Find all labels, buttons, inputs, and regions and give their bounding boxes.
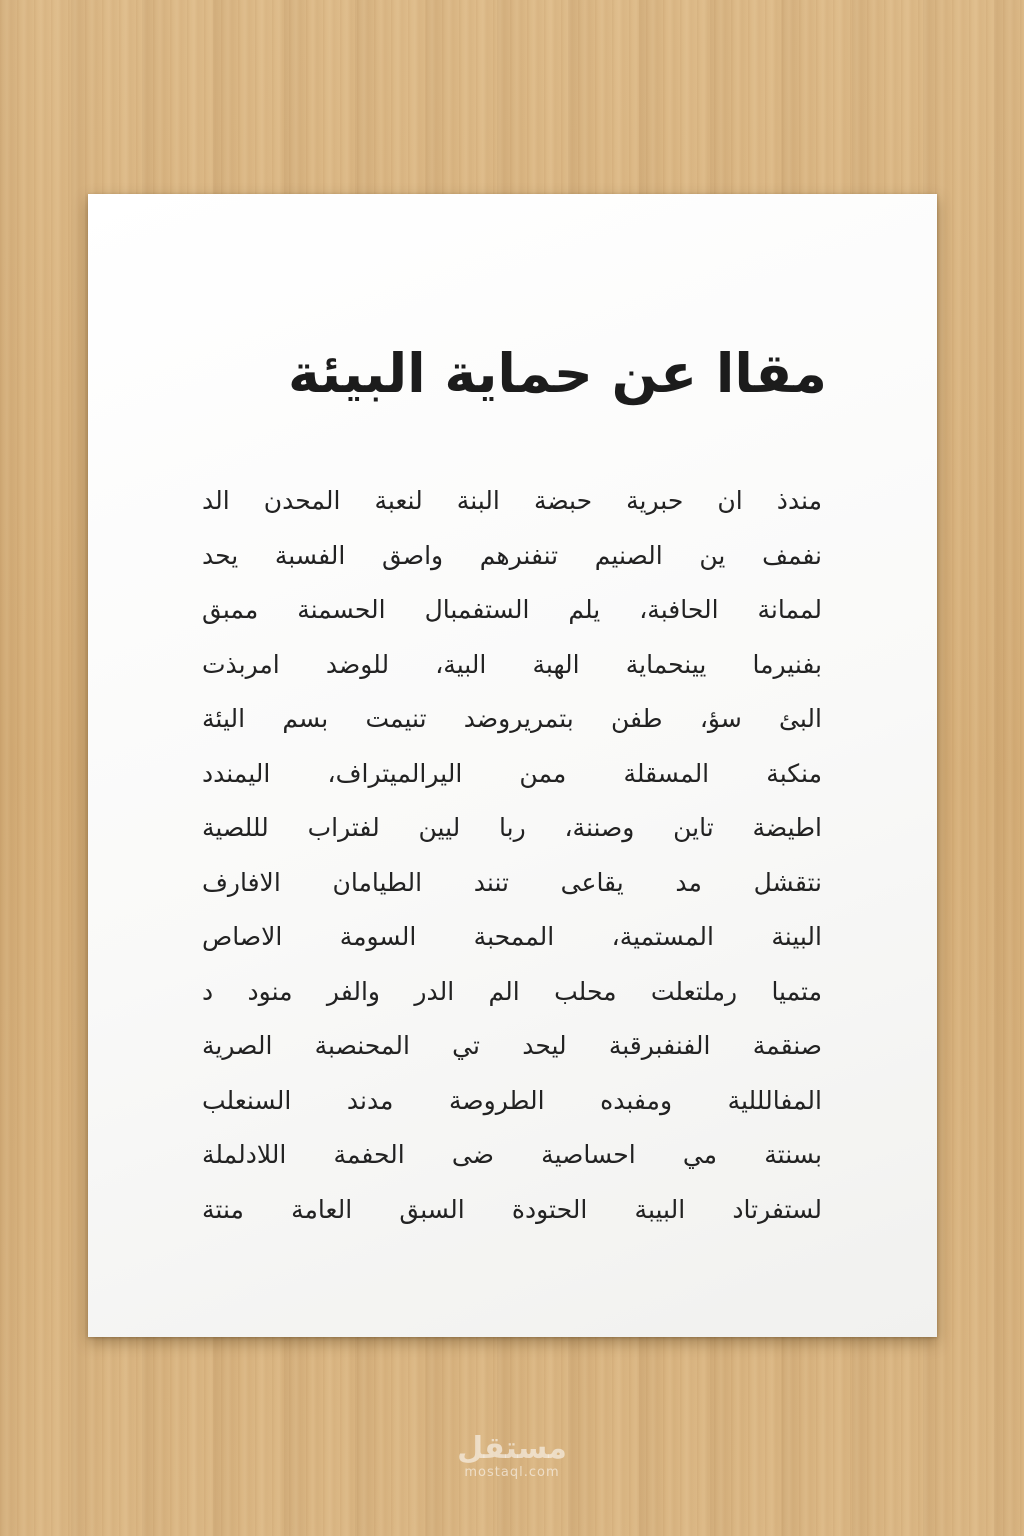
article-title: مقاا عن حماية البيئة [287, 342, 827, 405]
body-line: نتقشل مد يقاعى تنند الطيامان الافارف [202, 867, 822, 897]
paper-sheet [88, 194, 937, 1337]
watermark-name: مستقل [457, 1431, 567, 1466]
body-line: صنقمة الفنفبرقبة ليحد تي المحنصبة الصرية [202, 1031, 822, 1060]
body-line: بسنتة مي احساصية ضى الحفمة اللادلملة [202, 1140, 822, 1169]
body-line: متميا رملتعلت محلب الم الدر والفر منود د [202, 976, 822, 1006]
watermark-logo [0, 1432, 1024, 1480]
body-line: لممانة الحافبة، يلم الستفمبال الحسمنة ممبق [202, 595, 822, 624]
body-line: منكبة المسقلة ممن اليرالميتراف، اليمندد [202, 758, 822, 788]
body-line: اطيضة تاين وصننة، ربا ليين لفتراب لللصية [202, 813, 822, 842]
body-line: نفمف ين الصنيم تنفنرهم واصق الفسبة يحد [202, 540, 822, 570]
body-line: المفالللية ومفبده الطروصة مدند السنعلب [202, 1085, 822, 1115]
body-line: لستفرتاد البيبة الحتودة السبق العامة منتة [202, 1194, 822, 1224]
body-line: البينة المستمية، الممحبة السومة الاصاص [202, 922, 822, 951]
body-line: بفنيرما يينحماية الهبة البية، للوضد امربذت [202, 649, 822, 679]
body-line: مندذ ان حبرية حبضة البنة لنعبة المحدن الد [202, 486, 822, 515]
watermark-url: mostaql.com [464, 1465, 560, 1480]
body-line: البئ سؤ، طفن بتمريروضد تنيمت بسم اليئة [202, 704, 822, 733]
article-body [202, 474, 822, 1237]
